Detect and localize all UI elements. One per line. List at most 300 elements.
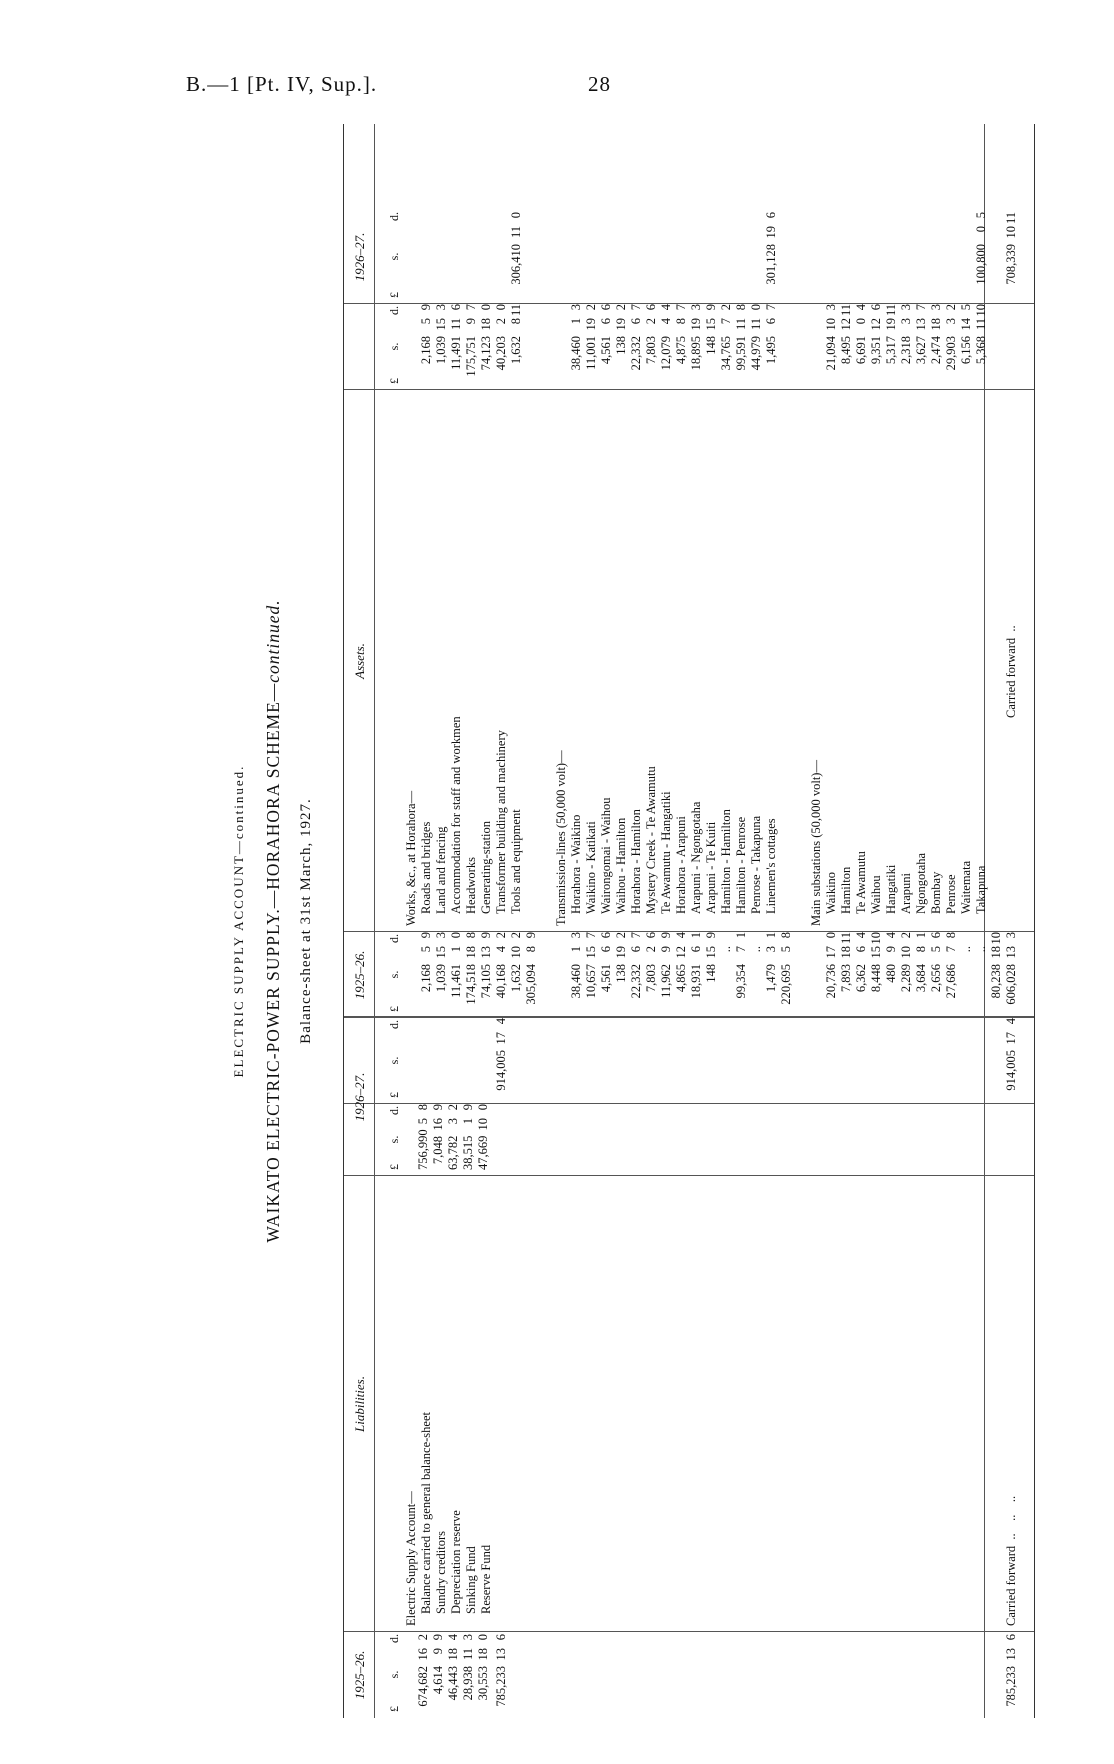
shillings: 6: [854, 946, 868, 953]
pounds: [974, 964, 989, 1010]
amount-row: [419, 304, 434, 384]
amount-row: [479, 932, 494, 1012]
amount-row: [464, 304, 479, 384]
pence: 5: [959, 304, 973, 311]
pounds: 2,168: [419, 336, 433, 365]
shillings: 14: [959, 318, 973, 331]
lsd-header: [387, 1020, 401, 1098]
pounds: 785,233: [494, 1666, 508, 1707]
spacer: [1004, 304, 1019, 384]
pence: 5: [974, 212, 988, 219]
shillings: 7: [734, 946, 748, 953]
pence: [974, 932, 989, 946]
pence: 8: [734, 304, 748, 311]
pence: 1: [689, 932, 703, 939]
pence: 4: [494, 1018, 508, 1025]
spacer: [554, 932, 569, 1012]
spacer: [884, 212, 899, 298]
pence: 9: [524, 932, 538, 939]
shillings: 7: [944, 946, 958, 953]
pence: 1: [764, 932, 778, 939]
shillings: 12: [869, 318, 883, 331]
pounds: 21,094: [824, 336, 838, 371]
header-1926-27-assets: 1926–27.: [352, 232, 367, 282]
scheme-title-continued: continued.: [263, 599, 283, 683]
spacer: [734, 212, 749, 298]
pence-sign: d.: [387, 306, 401, 316]
liability-label: Reserve Fund: [479, 1544, 493, 1614]
pence-sign: d.: [387, 1634, 401, 1644]
spacer: [524, 304, 539, 384]
shillings: 2: [494, 318, 508, 325]
pounds: 4,614: [431, 1666, 445, 1695]
asset-label: Hamilton - Hamilton: [719, 809, 733, 914]
shillings: 18: [989, 946, 1003, 959]
lines-heading: Transmission-lines (50,000 volt)—: [554, 750, 568, 926]
carried-forward-label: Carried forward: [1004, 637, 1018, 718]
pounds: 914,005: [494, 1050, 508, 1091]
spacer: [914, 212, 929, 298]
pounds: 29,903: [944, 336, 958, 371]
pence: 10: [869, 932, 883, 945]
shillings: 3: [446, 1118, 460, 1125]
pounds: 63,782: [446, 1135, 460, 1170]
pence: 11: [884, 304, 898, 317]
pounds: 1,039: [434, 336, 448, 365]
amount-row: [614, 932, 629, 1012]
pounds: 138: [614, 964, 628, 983]
title-block: [225, 124, 343, 1718]
spacer: [494, 212, 509, 298]
shillings: 5: [419, 318, 433, 325]
pounds: 7,803: [644, 964, 658, 993]
spacer: [539, 212, 554, 298]
pounds: 11,491: [449, 336, 463, 370]
amount-row: [734, 304, 749, 384]
shillings: 8: [914, 946, 928, 953]
spacer: [824, 212, 839, 298]
spacer: [419, 212, 434, 298]
pence: 0: [494, 304, 508, 311]
spacer: [449, 212, 464, 298]
asset-label: Horahora - Hamilton: [629, 809, 643, 914]
pounds: 2,474: [929, 336, 943, 365]
pence: 3: [569, 932, 583, 939]
pence: 3: [929, 304, 943, 311]
pounds: 1,632: [509, 336, 523, 365]
spacer: [794, 396, 809, 926]
shillings: 11: [974, 318, 988, 331]
pounds: 38,460: [569, 336, 583, 371]
pence: 6: [764, 212, 778, 219]
amount-row: [569, 304, 584, 384]
pence: 0: [476, 1104, 490, 1111]
pence: 0: [449, 932, 463, 939]
pence: 9: [704, 304, 718, 311]
spacer: [464, 212, 479, 298]
shillings: ..: [719, 946, 733, 953]
pounds: 6,156: [959, 336, 973, 365]
spacer: [959, 212, 974, 298]
pounds: 12,079: [659, 336, 673, 371]
pence: 4: [1004, 1018, 1018, 1025]
shilling-sign: s.: [387, 1670, 401, 1679]
amount-row: [914, 304, 929, 384]
pounds: 20,736: [824, 964, 838, 999]
pounds: 11,962: [659, 964, 673, 998]
shillings: 11: [449, 318, 463, 331]
pence: 7: [464, 304, 478, 311]
spacer: [584, 212, 599, 298]
spacer: [404, 932, 419, 1012]
pounds: 674,682: [416, 1666, 430, 1707]
pence: 0: [476, 1634, 490, 1641]
asset-label: Mystery Creek - Te Awamutu: [644, 766, 658, 914]
pounds: 914,005: [1004, 1050, 1018, 1091]
shillings: 12: [839, 318, 853, 331]
spacer: [779, 304, 794, 384]
amount-row: [719, 304, 734, 384]
shillings: 0: [854, 318, 868, 325]
shillings: 2: [644, 318, 658, 325]
pounds: 708,339: [1004, 244, 1018, 285]
scheme-title-main: WAIKATO ELECTRIC-POWER SUPPLY.—HORAHORA SCHEME—: [263, 682, 283, 1243]
assets-carried-forward: Carried forward ..: [1004, 625, 1018, 718]
shillings: 4: [659, 318, 673, 325]
pence: 2: [584, 304, 598, 311]
shillings: 15: [434, 946, 448, 959]
pence: 11: [839, 304, 853, 317]
shillings: 19: [884, 318, 898, 331]
shillings: 6: [764, 318, 778, 325]
pound-sign: £: [387, 1092, 401, 1098]
pence: 4: [854, 304, 868, 311]
amount-row: [464, 932, 479, 1012]
shillings: 9: [464, 318, 478, 325]
amount-row: [434, 932, 449, 1012]
pounds: 100,800: [974, 244, 988, 285]
liability-label: Depreciation reserve: [449, 1510, 463, 1614]
asset-label: Generating-station: [479, 820, 493, 914]
amount-row: [461, 1104, 476, 1170]
amount-row: [659, 932, 674, 1012]
pence: 9: [419, 304, 433, 311]
shillings: 5: [419, 946, 433, 953]
shillings: 17: [1004, 1032, 1018, 1045]
spacer: [929, 212, 944, 298]
assets-1925-26-column: [404, 932, 1019, 1012]
pounds: 38,515: [461, 1135, 475, 1170]
subs-heading: Main substations (50,000 volt)—: [809, 760, 823, 926]
amount-row: [659, 304, 674, 384]
amount-row: [509, 304, 524, 384]
spacer: [989, 212, 1004, 298]
pence: 6: [599, 932, 613, 939]
amount-row: [764, 304, 779, 384]
shillings: 12: [674, 946, 688, 959]
spacer: [554, 304, 569, 384]
shillings: 13: [914, 318, 928, 331]
pounds: 3,627: [914, 336, 928, 365]
amount-row: [584, 304, 599, 384]
pence: 2: [614, 932, 628, 939]
amount-row: [644, 304, 659, 384]
header-assets: Assets.: [352, 643, 367, 679]
amount-row: [899, 304, 914, 384]
pence: 7: [764, 304, 778, 311]
pounds: 220,695: [779, 964, 793, 1005]
amount-row: [974, 932, 989, 1012]
pounds: 27,686: [944, 964, 958, 999]
amount-row: [839, 304, 854, 384]
pence: 8: [464, 932, 478, 939]
liability-label: Sundry creditors: [434, 1531, 448, 1614]
amount-row: [704, 304, 719, 384]
asset-label: Waitemata: [959, 860, 973, 914]
shillings: 11: [509, 226, 523, 239]
shillings: 18: [839, 946, 853, 959]
shillings: 13: [1004, 946, 1018, 959]
amount-row: [719, 932, 734, 1012]
liabilities-heading: Electric Supply Account—: [404, 1491, 418, 1626]
amount-row: [449, 304, 464, 384]
asset-label: Roads and bridges: [419, 821, 433, 914]
shillings: 6: [599, 318, 613, 325]
pence: 7: [674, 304, 688, 311]
pounds: 301,128: [764, 244, 778, 285]
header-1925-26-assets: 1925–26.: [352, 950, 367, 1000]
amount-row: [416, 1634, 431, 1714]
pence: 3: [461, 1634, 475, 1641]
shillings: 17: [494, 1032, 508, 1045]
pence: 2: [614, 304, 628, 311]
amount-row: [674, 304, 689, 384]
shillings: 10: [509, 946, 523, 959]
carried-forward-label: Carried forward: [1004, 1545, 1018, 1626]
pounds: 22,332: [629, 964, 643, 999]
amount-row: [689, 932, 704, 1012]
pounds: 148: [704, 336, 718, 355]
pound-sign: £: [387, 1006, 401, 1012]
shillings: 8: [674, 318, 688, 325]
amount-row: [764, 212, 779, 298]
pounds: 10,657: [584, 964, 598, 999]
pounds: 74,105: [479, 964, 493, 999]
asset-label: Horahora - Waikino: [569, 814, 583, 914]
header-1926-27-liab: 1926–27.: [352, 1072, 367, 1122]
pounds: 8,448: [869, 964, 883, 993]
pence: 4: [854, 932, 868, 939]
shillings: ..: [974, 946, 988, 953]
pounds: 18,931: [689, 964, 703, 999]
amount-row: [749, 932, 764, 1012]
pence: 4: [659, 304, 673, 311]
pounds: 1,632: [509, 964, 523, 993]
pence: 3: [689, 304, 703, 311]
spacer: [809, 304, 824, 384]
amount-row: [416, 1104, 431, 1170]
shilling-sign: s.: [387, 1056, 401, 1065]
shillings: 19: [764, 226, 778, 239]
amount-row: [704, 932, 719, 1012]
amount-row: [629, 304, 644, 384]
pounds: 306,410: [509, 244, 523, 285]
asset-label: Ngongotaha: [914, 852, 928, 914]
pence: 6: [1004, 1634, 1018, 1641]
amount-row: [824, 932, 839, 1012]
shillings: 18: [476, 1648, 490, 1661]
pounds: 46,443: [446, 1666, 460, 1701]
pence: 2: [509, 932, 523, 939]
shilling-sign: s.: [387, 1135, 401, 1144]
pence: 8: [416, 1104, 430, 1111]
spacer: [749, 212, 764, 298]
spacer: [674, 212, 689, 298]
pence: [749, 932, 764, 946]
pence: 6: [644, 304, 658, 311]
amount-row: [431, 1634, 446, 1714]
pence: 9: [479, 932, 493, 939]
pounds: 4,875: [674, 336, 688, 365]
pence: 9: [461, 1104, 475, 1111]
shillings: 10: [476, 1118, 490, 1131]
shillings: 6: [629, 946, 643, 953]
pounds: 11,001: [584, 336, 598, 370]
asset-label: Te Awamutu: [854, 851, 868, 914]
liability-label: Sinking Fund: [464, 1546, 478, 1614]
lsd-header: [387, 1106, 401, 1170]
shillings: 19: [689, 318, 703, 331]
shillings: 8: [509, 318, 523, 325]
pounds: 4,865: [674, 964, 688, 993]
amount-row: [734, 932, 749, 1012]
asset-label: Arapuni - Ngongotaha: [689, 801, 703, 914]
pounds: 6,362: [854, 964, 868, 993]
pence: 9: [419, 932, 433, 939]
shillings: 13: [1004, 1648, 1018, 1661]
amount-row: [446, 1104, 461, 1170]
amount-row: [509, 932, 524, 1012]
pounds: 22,332: [629, 336, 643, 371]
shillings: 16: [416, 1648, 430, 1661]
shillings: 11: [749, 318, 763, 331]
spacer: [779, 212, 794, 298]
pounds: 1,495: [764, 336, 778, 365]
amount-row: [884, 932, 899, 1012]
pence: 8: [944, 932, 958, 939]
amount-row: [884, 304, 899, 384]
shillings: 1: [449, 946, 463, 953]
shillings: 1: [569, 318, 583, 325]
shillings: 15: [704, 946, 718, 959]
asset-label: Headworks: [464, 857, 478, 914]
pounds: 174,518: [464, 964, 478, 1005]
pounds: 7,048: [431, 1136, 445, 1165]
amount-row: [974, 304, 989, 384]
amount-row: [869, 304, 884, 384]
asset-label: Bombay: [929, 871, 943, 914]
pence: 6: [929, 932, 943, 939]
scheme-title: [263, 124, 284, 1718]
pence: 1: [914, 932, 928, 939]
amount-row: [944, 932, 959, 1012]
shillings: 8: [524, 946, 538, 953]
page-number: 28: [588, 72, 611, 96]
amount-row: [431, 1104, 446, 1170]
pounds: 80,238: [989, 964, 1003, 999]
amount-row: [419, 932, 434, 1012]
shillings: 17: [824, 946, 838, 959]
pounds: [719, 964, 734, 1010]
shillings: 19: [614, 318, 628, 331]
spacer: [479, 212, 494, 298]
pence-sign: d.: [387, 934, 401, 944]
pounds: 44,979: [749, 336, 763, 371]
liabilities-carried-forward: Carried forward .. .. ..: [1004, 1495, 1018, 1626]
pence: 6: [449, 304, 463, 311]
asset-label: Horahora - Arapuni: [674, 816, 688, 914]
page-reference: B.—1 [Pt. IV, Sup.].: [186, 72, 378, 96]
spacer: [689, 212, 704, 298]
pounds: 305,094: [524, 964, 538, 1005]
pence: 2: [944, 304, 958, 311]
shillings: 6: [629, 318, 643, 325]
pounds: 4,561: [599, 964, 613, 993]
pence: 9: [659, 932, 673, 939]
asset-label: Hangatiki: [884, 864, 898, 914]
asset-label: Waihou: [869, 875, 883, 914]
amount-row: [689, 304, 704, 384]
lsd-header: [387, 1634, 401, 1712]
shillings: 11: [461, 1648, 475, 1661]
pounds: 9,351: [869, 336, 883, 365]
amount-row: [476, 1634, 491, 1714]
amount-row: [914, 932, 929, 1012]
spacer: [629, 212, 644, 298]
asset-label: Transformer building and machinery: [494, 730, 508, 914]
amount-row: [446, 1634, 461, 1714]
spacer: [794, 212, 809, 298]
shillings: 1: [461, 1118, 475, 1125]
pound-sign: £: [387, 1706, 401, 1712]
amount-row: [869, 932, 884, 1012]
pounds: 1,039: [434, 964, 448, 993]
spacer: [899, 212, 914, 298]
pence: 3: [569, 304, 583, 311]
pence: 0: [509, 212, 523, 219]
balance-table: [343, 124, 1035, 1718]
spacer: [944, 212, 959, 298]
pence: 11: [509, 304, 523, 317]
pounds: 40,168: [494, 964, 508, 999]
pence: 3: [899, 304, 913, 311]
spacer: [854, 212, 869, 298]
spacer: [839, 212, 854, 298]
pounds: 8,495: [839, 336, 853, 365]
pence: 10: [974, 304, 988, 317]
shillings: 19: [614, 946, 628, 959]
asset-label: Waikino: [824, 871, 838, 914]
rule: [344, 389, 1034, 390]
shillings: 18: [446, 1648, 460, 1661]
pounds: 5,368: [974, 336, 988, 365]
pence: 2: [416, 1634, 430, 1641]
liabilities-carried-prev: [1004, 1634, 1019, 1720]
spacer: [434, 212, 449, 298]
amount-row: [461, 1634, 476, 1714]
shilling-sign: s.: [387, 252, 401, 261]
pence-sign: d.: [387, 1020, 401, 1030]
